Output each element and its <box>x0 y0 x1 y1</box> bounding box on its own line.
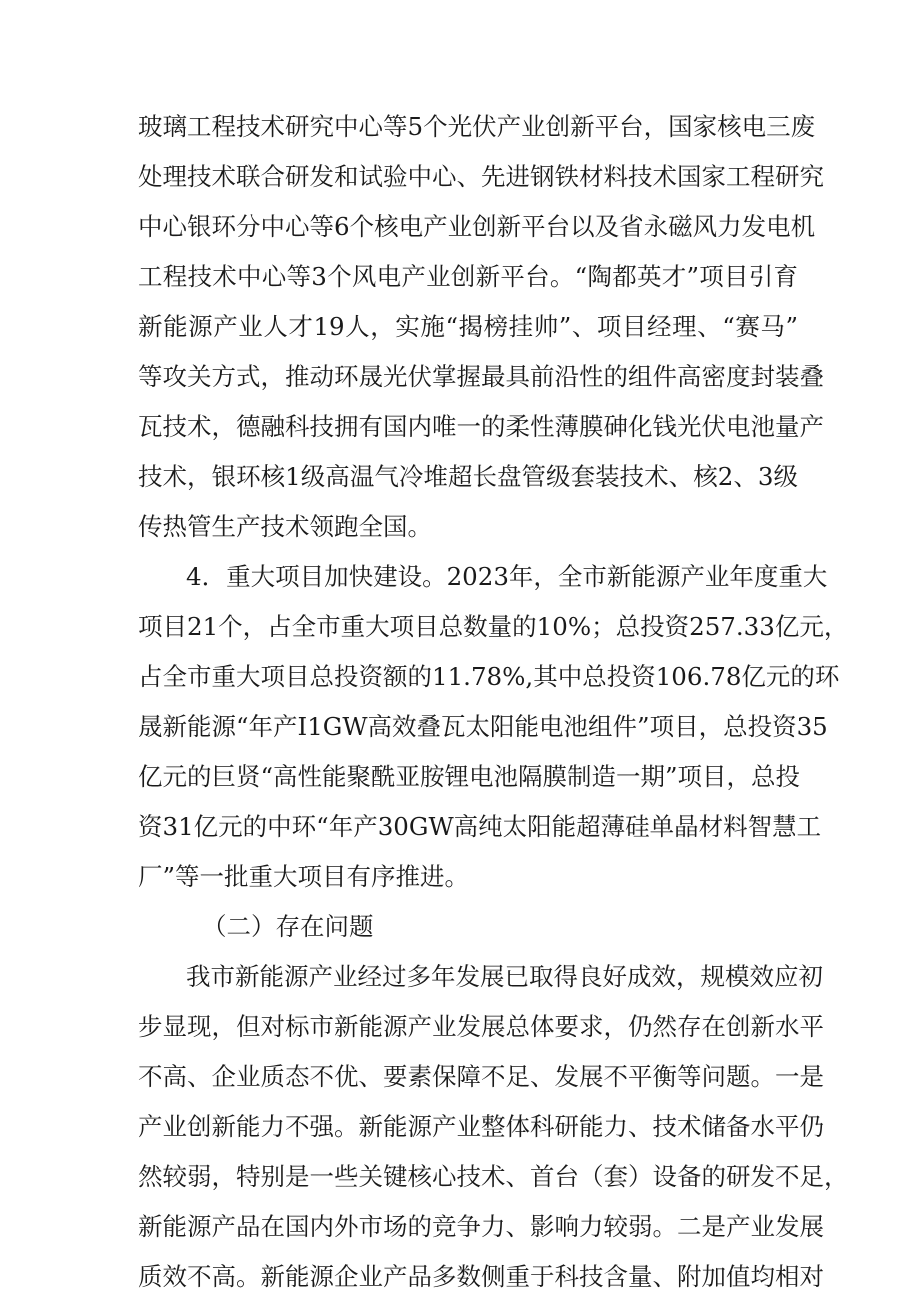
text-line: 厂”等一批重大项目有序推进。 <box>138 862 470 891</box>
text-line: 质效不高。新能源企业产品多数侧重于科技含量、附加值均相对 <box>138 1262 824 1291</box>
text-line: 然较弱，特别是一些关键核心技术、首台（套）设备的研发不足， <box>138 1162 849 1191</box>
text-line: 占全市重大项目总投资额的11.78%,其中总投资106.78亿元的环 <box>138 662 840 691</box>
text-line: 传热管生产技术领跑全国。 <box>138 512 432 541</box>
text-line: 资31亿元的中环“年产30GW高纯太阳能超薄硅单晶材料智慧工 <box>138 812 822 841</box>
text-line: 中心银环分中心等6个核电产业创新平台以及省永磁风力发电机 <box>138 212 816 241</box>
text-line: 产业创新能力不强。新能源产业整体科研能力、技术储备水平仍 <box>138 1112 824 1141</box>
text-line: 玻璃工程技术研究中心等5个光伏产业创新平台，国家核电三废 <box>138 112 816 141</box>
text-line: 亿元的巨贤“高性能聚酰亚胺锂电池隔膜制造一期”项目，总投 <box>138 762 801 791</box>
text-line: 等攻关方式，推动环晟光伏掌握最具前沿性的组件高密度封装叠 <box>138 362 824 391</box>
text-line: 新能源产业人才19人，实施“揭榜挂帅”、项目经理、“赛马” <box>138 312 798 341</box>
section-heading: （二）存在问题 <box>202 912 374 941</box>
text-line: 项目21个，占全市重大项目总数量的10%；总投资257.33亿元， <box>138 612 849 641</box>
section-item-heading: 4．重大项目加快建设。2023年，全市新能源产业年度重大 <box>186 562 828 591</box>
text-line: 不高、企业质态不优、要素保障不足、发展不平衡等问题。一是 <box>138 1062 824 1091</box>
text-line: 处理技术联合研发和试验中心、先进钢铁材料技术国家工程研究 <box>138 162 824 191</box>
paragraph-first-line: 我市新能源产业经过多年发展已取得良好成效，规模效应初 <box>186 962 823 991</box>
text-line: 新能源产品在国内外市场的竞争力、影响力较弱。二是产业发展 <box>138 1212 824 1241</box>
text-line: 工程技术中心等3个风电产业创新平台。“陶都英才”项目引育 <box>138 262 798 291</box>
text-line: 晟新能源“年产I1GW高效叠瓦太阳能电池组件”项目，总投资35 <box>138 712 828 741</box>
text-line: 技术，银环核1级高温气冷堆超长盘管级套装技术、核2、3级 <box>138 462 798 491</box>
text-line: 瓦技术，德融科技拥有国内唯一的柔性薄膜砷化钱光伏电池量产 <box>138 412 824 441</box>
text-line: 步显现，但对标市新能源产业发展总体要求，仍然存在创新水平 <box>138 1012 824 1041</box>
